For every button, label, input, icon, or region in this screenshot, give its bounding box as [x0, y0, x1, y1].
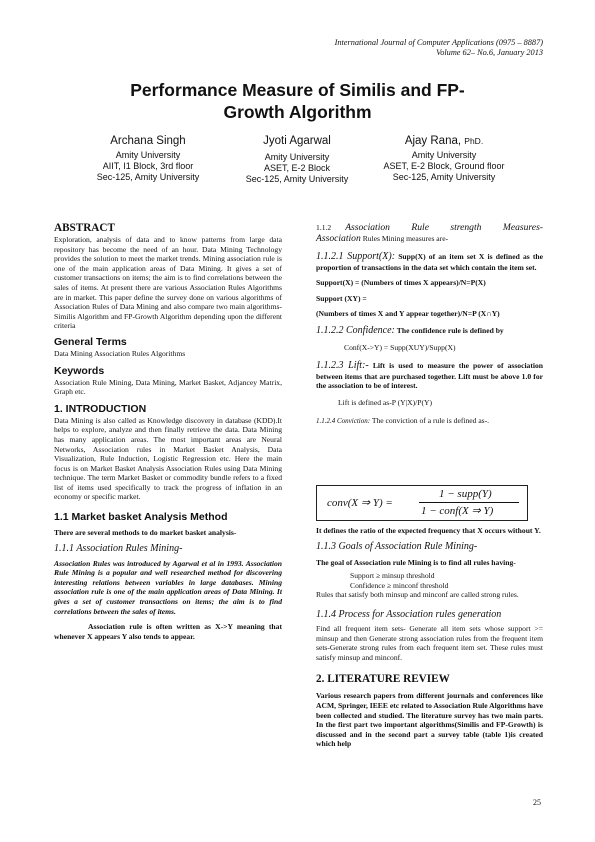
lift-formula: Lift is defined as-P (Y|X)/P(Y)	[338, 397, 433, 407]
author-affiliation: Amity University	[264, 152, 330, 162]
association-rule-notation: Association rule is often written as X->Y meaning that whenever X appears Y also tends to appear.	[54, 622, 282, 641]
introduction-text: Data Mining is also called as Knowledge discovery in database (KDD).It helps to explore, analyze and then finally retrieve the data. Data Mining has many application areas. The most important areas are Neural Networks, Association rules in Market Basket Analysis, Data Visualization, Rule Induction, Logistic Regression etc. Here the main focus is on Market Basket Analysis Association Rules using Data Mining technique. The term Market Basket or commodity bundle refers to a fixed list of items used specifically to track the progress of inflation in an economy or specific market.	[54, 415, 282, 502]
journal-citation	[335, 38, 543, 58]
author-block-3	[354, 134, 534, 183]
section-1-1-2-text: Association Rules Mining measures are-	[316, 233, 449, 244]
conviction-definition: 1.1.2.4 Conviction: The conviction of a rule is defined as-.	[316, 416, 490, 426]
introduction-heading: 1. INTRODUCTION	[54, 402, 147, 415]
literature-review-text: Various research papers from different journals and conferences like ACM, Springer, IEEE etc related to Association Rule Algorithms have been collected and studied. The literature survey has two main parts. In the first part two important algorithms(Similis and FP-Growth) is discussed and in the second part a survey table (table 1)is created which help	[316, 691, 543, 749]
support-definition: 1.1.2.1 Support(X): Supp(X) of an item set X is defined as the proportion of transactions in the data set which contain the item set.	[316, 250, 543, 272]
author-affiliation: ASET, E-2 Block	[263, 163, 331, 173]
literature-review-heading: 2. LITERATURE REVIEW	[316, 673, 450, 686]
section-1-1-3-text: The goal of Association rule Mining is to find all rules having-	[316, 557, 516, 567]
author-affiliation: ASET, E-2 Block, Ground floor	[383, 161, 505, 171]
journal-line-2: Volume 62– No.6, January 2013	[436, 48, 543, 57]
abstract-text: Exploration, analysis of data and to know patterns from large data repository has become the need of an hour. Data Mining Technology provides the solution to meet the market trends. Mining association rule is one of the main application areas of Data Mining. It gives a set of customer transactions on items; the aim is to find correlations between the sales of items. At present there are various Association Rules Algorithms are in market. This paper define the survey done on various algorithms of Association Rules of Data Mining and also compare two main algorithms-Similis Algorithm and FP-Growth Algorithm depending upon the different criteria	[54, 235, 282, 331]
section-title: Association Rule strength Measures-	[345, 222, 543, 233]
conviction-formula-box	[316, 485, 528, 521]
support-formula-1: Support(X) = (Numbers of times X appears)/N=P(X)	[316, 278, 486, 288]
author-name: Archana Singh	[110, 135, 186, 147]
section-1-1-3-heading: 1.1.3 Goals of Association Rule Mining-	[316, 540, 478, 552]
title-line-2: Growth Algorithm	[223, 102, 372, 122]
author-affiliation: Amity University	[115, 150, 181, 160]
author-degree: PhD.	[464, 136, 484, 146]
journal-line-1: International Journal of Computer Applications (0975 – 8887)	[334, 38, 543, 47]
threshold-support: Support ≥ minsup threshold	[350, 571, 435, 581]
conviction-explanation: It defines the ratio of the expected frequency that X occurs without Y.	[316, 526, 541, 535]
general-terms-heading: General Terms	[54, 335, 127, 348]
strong-rules-text: Rules that satisfy both minsup and minconf are called strong rules.	[316, 590, 519, 600]
section-1-1-heading: 1.1 Market basket Analysis Method	[54, 511, 228, 524]
section-1-1-4-heading: 1.1.4 Process for Association rules generation	[316, 608, 502, 620]
fraction-bar	[419, 502, 519, 503]
support-formula-3: (Numbers of times X and Y appear together)/N=P (X∩Y)	[316, 309, 500, 319]
formula-numerator: 1 − supp(Y)	[439, 488, 492, 500]
author-affiliation: Sec-125, Amity University	[392, 172, 496, 182]
title-line-1: Performance Measure of Similis and FP-	[130, 80, 465, 100]
author-name: Jyoti Agarwal	[263, 135, 331, 147]
author-affiliation: Sec-125, Amity University	[245, 174, 349, 184]
section-1-1-text: There are several methods to do market basket analysis-	[54, 528, 237, 538]
general-terms-text: Data Mining Association Rules Algorithms	[54, 348, 186, 358]
formula-lhs: conv(X ⇒ Y) =	[327, 497, 393, 509]
page-number: 25	[533, 798, 541, 807]
keywords-text: Association Rule Mining, Data Mining, Market Basket, Adjancey Matrix, Graph etc.	[54, 377, 282, 397]
right-column	[316, 222, 543, 427]
lift-definition: 1.1.2.3 Lift:- Lift is used to measure the power of association between items that are purchased together. Lift must be above 1.0 for the association to be of interest.	[316, 359, 544, 391]
abstract-heading: ABSTRACT	[54, 222, 115, 234]
section-1-1-1-heading: 1.1.1 Association Rules Mining-	[54, 542, 183, 554]
confidence-definition: 1.1.2.2 Confidence: The confidence rule is defined by	[316, 324, 504, 336]
formula-denominator: 1 − conf(X ⇒ Y)	[421, 505, 494, 517]
left-column	[54, 222, 282, 641]
section-1-1-4-text: Find all frequent item sets- Generate all item sets whose support >= minsup and then Generate strong association rules from the frequent item sets-Generate strong rules from each frequent item set. These rules must satisfy minsup and minconf.	[316, 623, 543, 662]
paper-title	[0, 79, 595, 123]
section-number: 1.1.2	[316, 223, 332, 232]
threshold-confidence: Confidence ≥ minconf threshold	[350, 580, 449, 590]
section-1-1-2-heading	[316, 222, 543, 233]
support-formula-2: Support (XY) =	[316, 293, 367, 303]
keywords-heading: Keywords	[54, 364, 105, 377]
author-name: Ajay Rana, PhD.	[404, 135, 484, 147]
author-affiliation: AIIT, I1 Block, 3rd floor	[102, 161, 194, 171]
author-affiliation: Sec-125, Amity University	[96, 172, 200, 182]
author-affiliation: Amity University	[411, 150, 477, 160]
confidence-formula: Conf(X->Y) = Supp(XUY)/Supp(X)	[344, 342, 456, 352]
section-1-1-1-text: Association Rules was introduced by Agarwal et al in 1993. Association Rule Mining is a popular and well researched method for discovering interesting relations between variables in large databases. Mining association rule is one of the main application areas of Data Mining. It gives a set of customer transactions on items; the aim is to find correlations between the sales of items.	[54, 558, 282, 616]
right-column-lower	[316, 526, 543, 749]
